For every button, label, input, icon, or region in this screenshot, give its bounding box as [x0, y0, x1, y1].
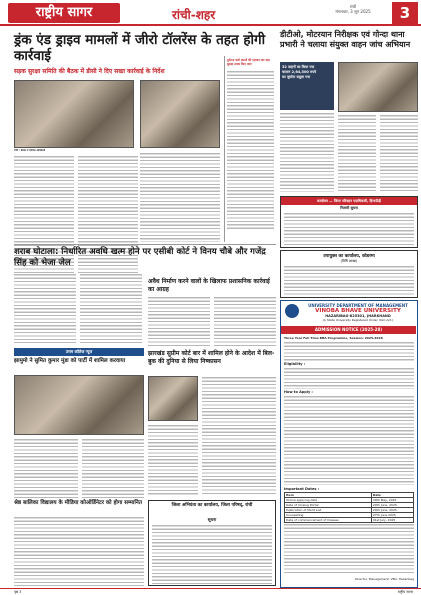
lead-photo-caption: रांची : बैठक में शामिल अधिकारी: [14, 149, 46, 152]
page-number: 3: [392, 2, 418, 24]
table-row: Publication of Merit List 24th June, 2025: [285, 508, 414, 513]
table-row: Date of Closing Portal 20th June, 2025: [285, 503, 414, 508]
right-body-col3: [380, 114, 418, 192]
story-two-headline: शराब घोटाला: निर्धारित अवधि खत्म होने पर एसीबी कोर्ट ने विनय चौबे और गजेंद्र सिंह को भेजा जेल: [14, 247, 266, 268]
bottom-notice-title: जिला अभियंता का कार्यालय, जिला परिषद्, रांची: [171, 503, 253, 508]
story-three-col2: [214, 296, 276, 346]
footer-left: पृष्ठ 3: [14, 590, 22, 594]
lead-subhead: सड़क सुरक्षा समिति की बैठक में डीसी ने दिए सख्त कार्रवाई के निर्देश: [14, 68, 165, 75]
meeting-photo: [140, 80, 220, 148]
table-row: Online applying date 29th May, 2025: [285, 498, 414, 503]
lead-sidebar: [224, 56, 276, 242]
notice-1: [280, 196, 418, 248]
how-to-apply-body: [284, 395, 414, 485]
important-dates-label: Important Dates :: [284, 487, 320, 491]
lead-photo: [14, 80, 134, 148]
story-four-headline: झामुमो ने सुमित कुमार मुंडा को पार्टी में शामिल करवाया: [14, 358, 126, 364]
admission-notice: ADMISSION NOTICE (2025-28): [281, 326, 416, 334]
story-three-col1: [148, 296, 210, 346]
story-two-col1: [14, 273, 76, 343]
story-four-tag: उत्तम कॉलेज न्यूज: [14, 348, 144, 356]
right-stat-1: 32 वाहनों का किया गया: [282, 65, 315, 69]
right-stat-2: चालान 2,64,500 रुपये: [282, 70, 317, 74]
bottom-notice-body: [152, 524, 272, 584]
eligibility-label: Eligibility :: [284, 362, 306, 366]
notice-1-title: कार्यालय — जिला परिवहन पदाधिकारी, हिन्दपीढ़ी: [281, 197, 417, 205]
table-header-item: Item: [285, 493, 372, 498]
lead-sidebar-title: दुर्घटना वाले स्थानों की पहचान कर वहां सुरक्षा उपाय किए जाएं: [227, 58, 270, 66]
story-four-col1: [14, 438, 78, 498]
bottom-notice: [148, 500, 276, 586]
eligibility-body: [284, 367, 414, 389]
story-four-col2: [82, 438, 144, 498]
right-stat-box: [280, 62, 334, 110]
instructions-body: [284, 523, 414, 573]
footer: [0, 588, 421, 595]
notice-2: [280, 250, 418, 298]
masthead: [0, 0, 421, 26]
right-body-col1: [280, 112, 334, 192]
story-five-photo: [148, 376, 198, 421]
university-state: (A State University Registered Under UGC Act.): [322, 318, 394, 322]
date-city: रांची: [349, 4, 357, 9]
table-header-date: Date: [371, 493, 413, 498]
table-row: Date of commencement of Classes 01st July, 2025: [285, 518, 414, 523]
newspaper-logo: राष्ट्रीय सागर: [8, 3, 120, 23]
university-city: HAZARIBAG-825301, JHARKHAND: [325, 314, 391, 318]
story-five-col2: [202, 376, 276, 496]
story-five-headline: झारखंड सुप्रीम कोर्ट बार में शामिल होने के आदेश में बिल-बुक की दुनिया से लिया निष्कासन: [148, 350, 275, 365]
date-text: मंगलवार, 3 जून 2025: [335, 9, 371, 14]
story-two-col2: [80, 273, 142, 343]
director-line: Director, Management, VBU, Hazaribag: [354, 577, 414, 581]
footer-right: राष्ट्रीय सागर: [397, 590, 413, 594]
notice-1-sub: निलामी सूचना: [340, 206, 358, 210]
notice-2-body: [284, 265, 414, 296]
notice-2-title: उपायुक्त का कार्यालय, कोडरमा: [323, 254, 375, 259]
story-four-photo: [14, 375, 144, 435]
university-dept: UNIVERSITY DEPARTMENT OF MANAGEMENT: [308, 303, 408, 308]
right-stat-3: का जुर्माना वसूला गया: [282, 75, 311, 79]
story-six-body: [14, 516, 144, 586]
lead-headline: ड्रंक एंड ड्राइव मामलों में जीरो टॉलरेंस के तहत होगी कार्रवाई: [14, 32, 266, 64]
right-photo: [338, 62, 418, 112]
section-label: रांची-शहर: [172, 8, 216, 22]
story-three-headline: अवैध निर्माण करने वालों के खिलाफ प्रशासनिक कार्रवाई का आग्रह: [148, 278, 270, 293]
table-row: Counselling 27th June 2025: [285, 513, 414, 518]
university-ad: [280, 300, 418, 588]
story-five-col1: [148, 424, 198, 496]
course-intro: [284, 341, 414, 361]
date-box: [318, 4, 388, 14]
lead-body-col3: [140, 152, 220, 242]
right-headline: डीटीओ, मोटरयान निरीक्षक एवं गोन्दा थाना प्रभारी ने चलाया संयुक्त वाहन जांच अभियान: [280, 30, 411, 49]
university-name: VINOBA BHAVE UNIVERSITY: [315, 308, 401, 314]
notice-2-sub: (विधि शाखा): [340, 259, 358, 263]
how-to-apply-label: How to Apply :: [284, 390, 313, 394]
university-seal-icon: [285, 304, 299, 318]
story-six-headline: श्रेष्ठ बालिका विद्यालय के मीडिया कोऑर्डिनेटर को होगा सम्मानित: [14, 500, 142, 506]
lead-sidebar-body: [227, 70, 274, 230]
bottom-notice-sub: सूचना: [207, 517, 217, 522]
course-title: Three Year Full Time BBA Programme, Session: 2025-2028: [284, 336, 383, 340]
notice-1-body: [284, 212, 414, 246]
divider: [14, 244, 276, 245]
right-body-col2: [338, 114, 376, 192]
important-dates-table: [284, 492, 414, 523]
